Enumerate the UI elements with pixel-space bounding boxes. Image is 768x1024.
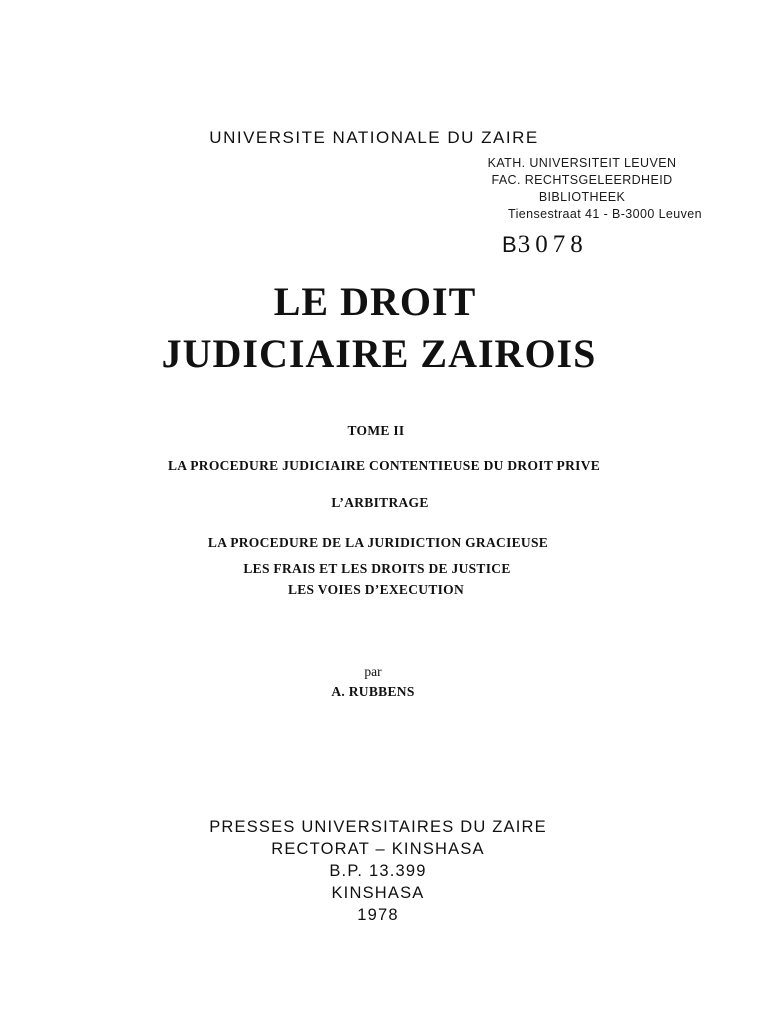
subtitle-procedure-contentieuse: LA PROCEDURE JUDICIAIRE CONTENTIEUSE DU DROIT PRIVE	[167, 458, 601, 473]
book-title-line-2: JUDICIAIRE ZAIROIS	[161, 331, 597, 376]
publisher-block	[0, 816, 768, 926]
subtitle-juridiction-gracieuse: LA PROCEDURE DE LA JURIDICTION GRACIEUSE	[207, 535, 549, 550]
publisher-name: PRESSES UNIVERSITAIRES DU ZAIRE	[209, 818, 547, 836]
subtitle-frais-droits: LES FRAIS ET LES DROITS DE JUSTICE	[243, 561, 511, 576]
tome-number: TOME II	[347, 423, 405, 438]
stamp-line-library: BIBLIOTHEEK	[538, 190, 626, 204]
byline-par: par	[364, 664, 382, 679]
publisher-po-box: B.P. 13.399	[329, 862, 427, 880]
publisher-city: KINSHASA	[331, 884, 425, 902]
shelfmark-number: 3078	[517, 231, 588, 258]
university-name: UNIVERSITE NATIONALE DU ZAIRE	[209, 128, 539, 147]
author-name: A. RUBBENS	[331, 684, 415, 699]
stamp-line-university: KATH. UNIVERSITEIT LEUVEN	[487, 156, 677, 170]
stamp-line-address: Tiensestraat 41 - B-3000 Leuven	[508, 207, 702, 221]
stamp-line-faculty: FAC. RECHTSGELEERDHEID	[491, 173, 673, 187]
shelfmark-prefix: B	[502, 232, 518, 257]
publication-year: 1978	[357, 906, 399, 924]
subtitle-voies-execution: LES VOIES D’EXECUTION	[287, 582, 465, 597]
shelfmark	[502, 231, 588, 259]
library-stamp	[462, 155, 702, 223]
publisher-rectorat: RECTORAT – KINSHASA	[271, 840, 485, 858]
subtitle-arbitrage: L’ARBITRAGE	[331, 495, 429, 510]
book-title-line-1: LE DROIT	[273, 279, 477, 324]
